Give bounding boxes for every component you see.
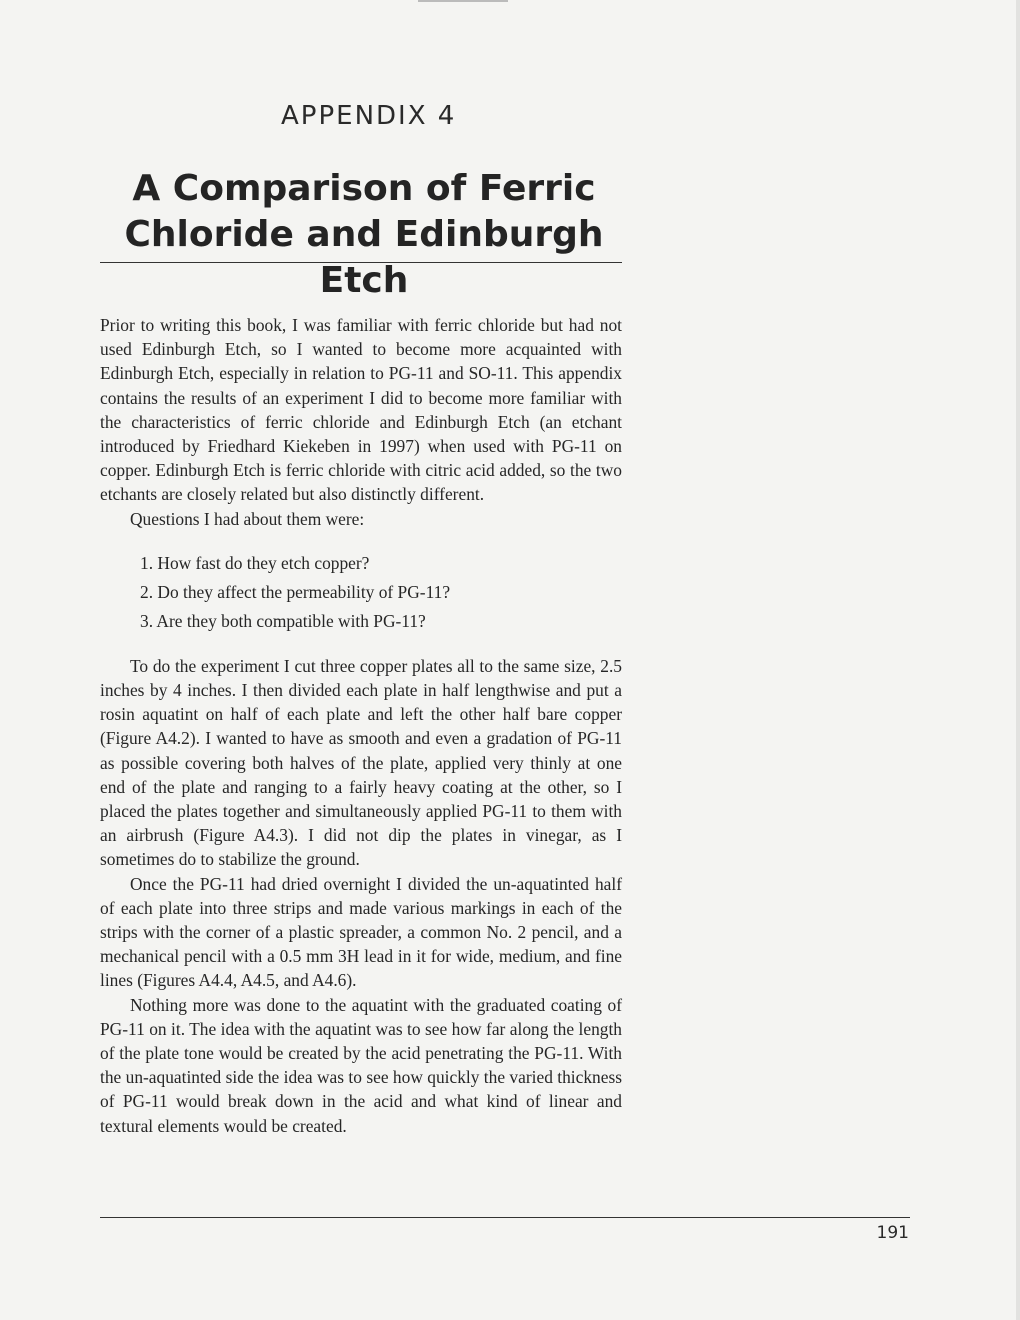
paragraph-markings: Once the PG-11 had dried overnight I divided the un-aquatinted half of each plate into three strips and made various markings in each of the strips with the corner of a plastic spreader, a common No. 2 pencil, and a mechanical pencil with a 0.5 mm 3H lead in it for wide, medium, and fine lines (Figures A4.4, A4.5, and A4.6). [100, 873, 622, 991]
footer-divider [100, 1217, 910, 1218]
list-item: 3. Are they both compatible with PG-11? [140, 610, 426, 631]
questions-list [100, 551, 622, 634]
chapter-title-line-2: Chloride and Edinburgh Etch [124, 214, 604, 301]
chapter-title [104, 166, 624, 304]
paragraph-aquatint-idea: Nothing more was done to the aquatint with the graduated coating of PG-11 on it. The idea with the aquatint was to see how far along the length of the plate tone would be created by the acid penetrating the PG-11. With the un-aquatinted side the idea was to see how quickly the varied thickness of PG-11 would break down in the acid and what kind of linear and textural elements would be created. [100, 994, 622, 1136]
list-item: 2. Do they affect the permeability of PG-11? [140, 581, 451, 602]
paragraph-questions-lead: Questions I had about them were: [130, 508, 365, 529]
scan-edge-shadow [1016, 0, 1020, 1320]
appendix-label: APPENDIX 4 [281, 101, 457, 131]
list-item: 1. How fast do they etch copper? [140, 552, 370, 573]
chapter-title-line-1: A Comparison of Ferric [132, 168, 596, 209]
paragraph-experiment-setup: To do the experiment I cut three copper plates all to the same size, 2.5 inches by 4 inches. I then divided each plate in half lengthwise and put a rosin aquatint on half of each plate and left the other half bare copper (Figure A4.2). I wanted to have as smooth and even a gradation of PG-11 as possible covering both halves of the plate, applied very thinly at one end of the plate and ranging to a fairly heavy coating at the other, so I placed the plates together and simultaneously applied PG-11 to them with an airbrush (Figure A4.3). I did not dip the plates in vinegar, as I sometimes do to stabilize the ground. [100, 655, 622, 870]
title-divider [100, 262, 622, 263]
page-number: 191 [876, 1223, 909, 1243]
scan-edge-mark [418, 0, 508, 2]
body-text [100, 313, 622, 1138]
paragraph-intro: Prior to writing this book, I was familiar with ferric chloride but had not used Edinburgh Etch, so I wanted to become more acquainted with Edinburgh Etch, especially in relation to PG-11 and SO-11. This appendix contains the results of an experiment I did to become more familiar with the characteristics of ferric chloride and Edinburgh Etch (an etchant introduced by Friedhard Kiekeben in 1997) when used with PG-11 on copper. Edinburgh Etch is ferric chloride with citric acid added, so the two etchants are closely related but also distinctly different. [100, 315, 622, 505]
